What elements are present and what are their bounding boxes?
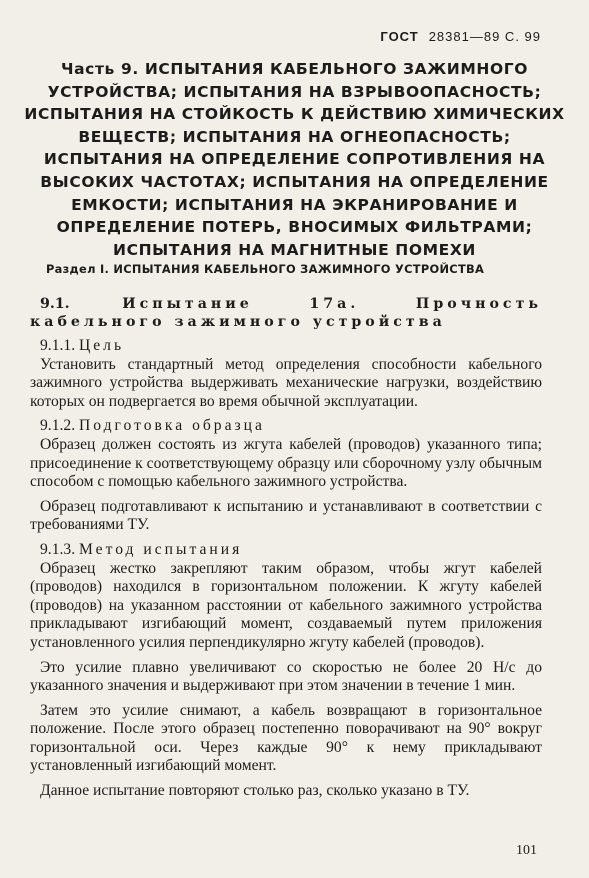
clause-9-1-3-paragraph-3: Затем это усилие снимают, а кабель возвращают в горизонтальное положение. После этого образец постепенно поворачивают на 90° вокруг горизонтальной оси. Через каждые 90° к нему прикладывают установленный изгибающий момент. [30, 701, 542, 775]
clause-title: Цель [79, 337, 125, 354]
clause-9-1-3-paragraph-2: Это усилие плавно увеличивают со скоростью не более 20 Н/с до указанного значения и выдерживают при этом значении в течение 1 мин. [30, 658, 542, 695]
clause-9-1-2-paragraph-2: Образец подготавливают к испытанию и устанавливают в соответствии с требованиями ТУ. [30, 497, 542, 534]
clause-9-1-2-paragraph-1: Образец должен состоять из жгута кабелей (проводов) указанного типа; присоединение к соответствующему образцу или сборочному узлу обычным способом с помощью кабельного зажимного устройства. [30, 435, 542, 491]
page-number: 101 [516, 843, 537, 858]
document-body [30, 295, 542, 801]
standard-label: ГОСТ [380, 29, 419, 44]
clause-number: 9.1.2. [40, 417, 76, 435]
part-title: Часть 9. ИСПЫТАНИЯ КАБЕЛЬНОГО ЗАЖИМНОГО УСТРОЙСТВА; ИСПЫТАНИЯ НА ВЗРЫВООПАСНОСТЬ; ИСПЫТАНИЯ НА СТОЙКОСТЬ К ДЕЙСТВИЮ ХИМИЧЕСКИХ ВЕЩЕСТВ; ИСПЫТАНИЯ НА ОГНЕОПАСНОСТЬ; ИСПЫТАНИЯ НА ОПРЕДЕЛЕНИЕ СОПРОТИВЛЕНИЯ НА ВЫСОКИХ ЧАСТОТАХ; ИСПЫТАНИЯ НА ОПРЕДЕЛЕНИЕ ЕМКОСТИ; ИСПЫТАНИЯ НА ЭКРАНИРОВАНИЕ И ОПРЕДЕЛЕНИЕ ПОТЕРЬ, ВНОСИМЫХ ФИЛЬТРАМИ; ИСПЫТАНИЯ НА МАГНИТНЫЕ ПОМЕХИ [24, 60, 565, 259]
clause-9-1-2-heading [30, 417, 542, 436]
standard-number: 28381—89 С. 99 [428, 29, 541, 44]
page-header [380, 29, 541, 44]
clause-title: Испытание 17а. Прочность кабельного зажимного устройства [30, 296, 542, 330]
clause-9-1-3-heading [30, 541, 542, 560]
clause-number: 9.1.1. [40, 337, 76, 354]
clause-9-1-heading [30, 295, 542, 331]
clause-title: Метод испытания [79, 540, 243, 558]
clause-9-1-3-paragraph-1: Образец жестко закрепляют таким образом, чтобы жгут кабелей (проводов) находился в горизонтальном положении. К жгуту кабелей (проводов) на указанном расстоянии от кабельного зажимного устройства прикладывают изгибающий момент, создаваемый путем приложения установленного усилия перпендикулярно жгуту кабелей (проводов). [30, 559, 542, 651]
section-title: Раздел I. ИСПЫТАНИЯ КАБЕЛЬНОГО ЗАЖИМНОГО УСТРОЙСТВА [46, 262, 485, 276]
clause-9-1-3-paragraph-4: Данное испытание повторяют столько раз, сколько указано в ТУ. [40, 782, 470, 800]
clause-title: Подготовка образца [79, 417, 265, 435]
clause-number: 9.1. [40, 296, 70, 312]
clause-9-1-1-text: Установить стандартный метод определения способности кабельного зажимного устройства выдерживать механические нагрузки, воздействию которых он подвергается во время обычной эксплуатации. [30, 355, 542, 410]
clause-number: 9.1.3. [40, 540, 76, 558]
clause-9-1-1-heading [30, 337, 542, 356]
